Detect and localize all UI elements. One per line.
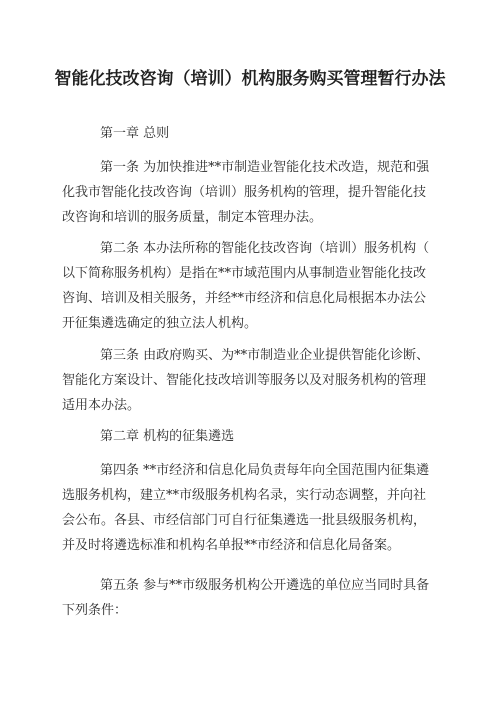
article-2-line-1: 第二条 本办法所称的智能化技改咨询（培训）服务机构（ (100, 241, 430, 256)
article-1-line-2: 化我市智能化技改咨询（培训）服务机构的管理，提升智能化技 (62, 185, 427, 200)
article-2-line-4: 开征集遴选确定的独立法人机构。 (62, 316, 258, 331)
article-1-line-1: 第一条 为加快推进**市制造业智能化技术改造，规范和强 (100, 160, 430, 175)
article-1-line-3: 改咨询和培训的服务质量，制定本管理办法。 (62, 210, 323, 225)
article-4-line-1: 第四条 **市经济和信息化局负责每年向全国范围内征集遴 (100, 463, 430, 478)
chapter-heading-selection: 第二章 机构的征集遴选 (100, 429, 235, 444)
article-3-line-3: 适用本办法。 (62, 398, 141, 413)
article-5-line-2: 下列条件： (62, 603, 128, 618)
article-4-line-3: 会公布。各县、市经信部门可自行征集遴选一批县级服务机构， (62, 513, 427, 528)
article-3-line-2: 智能化方案设计、智能化技改培训等服务以及对服务机构的管理 (62, 373, 427, 388)
article-4-line-2: 选服务机构，建立**市级服务机构名录，实行动态调整，并向社 (62, 488, 427, 503)
article-3-line-1: 第三条 由政府购买、为**市制造业企业提供智能化诊断、 (100, 348, 430, 363)
article-5-line-1: 第五条 参与**市级服务机构公开遴选的单位应当同时具备 (100, 578, 430, 593)
article-2-line-3: 咨询、培训及相关服务，并经**市经济和信息化局根据本办法公 (62, 291, 427, 306)
article-4-line-4: 并及时将遴选标准和机构名单报**市经济和信息化局备案。 (62, 538, 401, 553)
document-title: 智能化技改咨询（培训）机构服务购买管理暂行办法 (54, 69, 446, 89)
chapter-heading-general: 第一章 总则 (100, 126, 170, 141)
article-2-line-2: 以下简称服务机构）是指在**市域范围内从事制造业智能化技改 (62, 266, 427, 281)
